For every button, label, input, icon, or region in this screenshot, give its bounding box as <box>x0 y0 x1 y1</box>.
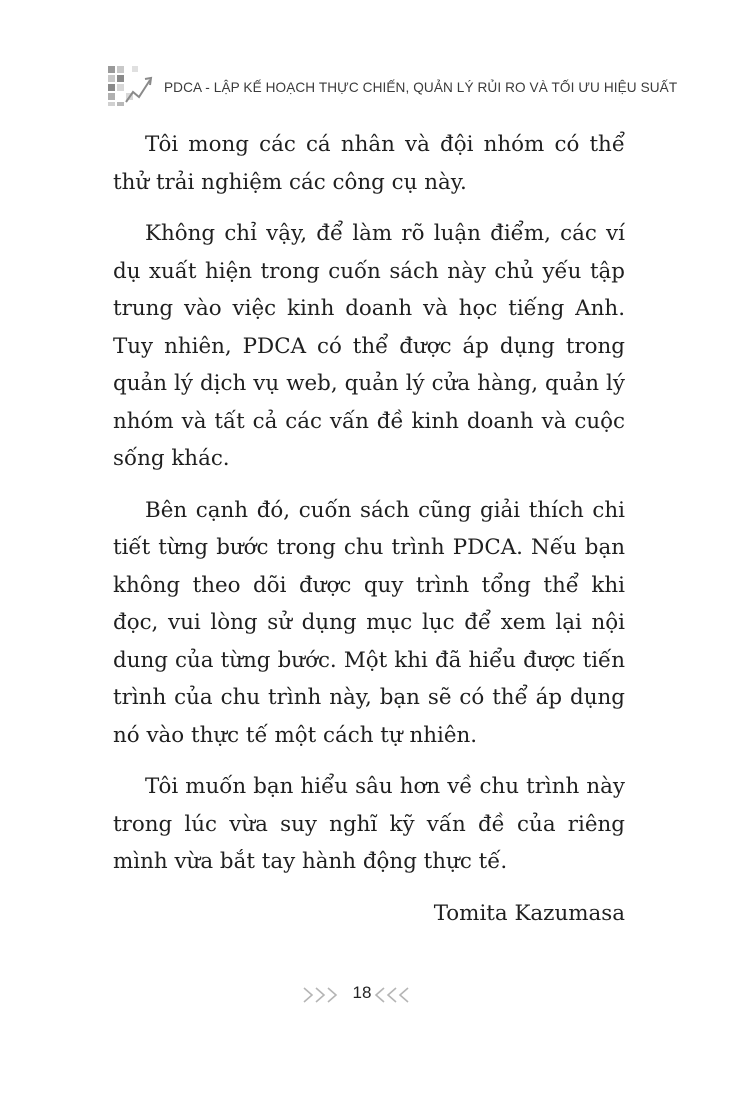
author-signature: Tomita Kazumasa <box>433 900 625 926</box>
paragraph: Tôi mong các cá nhân và đội nhóm có thể thử trải nghiệm các công cụ này. <box>113 132 625 195</box>
chevrons-left-icon <box>370 985 412 1005</box>
chevrons-right-icon <box>300 985 342 1005</box>
running-header-title: PDCA - LẬP KẾ HOẠCH THỰC CHIẾN, QUẢN LÝ RỦI RO VÀ TỐI ƯU HIỆU SUẤT <box>164 80 678 95</box>
paragraph: Bên cạnh đó, cuốn sách cũng giải thích chi tiết từng bước trong chu trình PDCA. Nếu bạn không theo dõi được quy trình tổng thể khi đọc, vui lòng sử dụng mục lục để xem lại nội dung của từng bước. Một khi đã hiểu được tiến trình của chu trình này, bạn sẽ có thể áp dụng nó vào thực tế một cách tự nhiên. <box>113 497 625 748</box>
page-body <box>113 126 625 932</box>
paragraph: Tôi muốn bạn hiểu sâu hơn về chu trình này trong lúc vừa suy nghĩ kỹ vấn đề của riêng mình vừa bắt tay hành động thực tế. <box>113 774 625 874</box>
paragraph: Không chỉ vậy, để làm rõ luận điểm, các ví dụ xuất hiện trong cuốn sách này chủ yếu tập trung vào việc kinh doanh và học tiếng Anh. Tuy nhiên, PDCA có thể được áp dụng trong quản lý dịch vụ web, quản lý cửa hàng, quản lý nhóm và tất cả các vấn đề kinh doanh và cuộc sống khác. <box>113 221 625 471</box>
running-header <box>100 62 678 110</box>
cycle-arrow-logo-icon <box>106 64 154 108</box>
page-footer <box>0 980 748 1010</box>
page-number: 18 <box>352 983 372 1002</box>
